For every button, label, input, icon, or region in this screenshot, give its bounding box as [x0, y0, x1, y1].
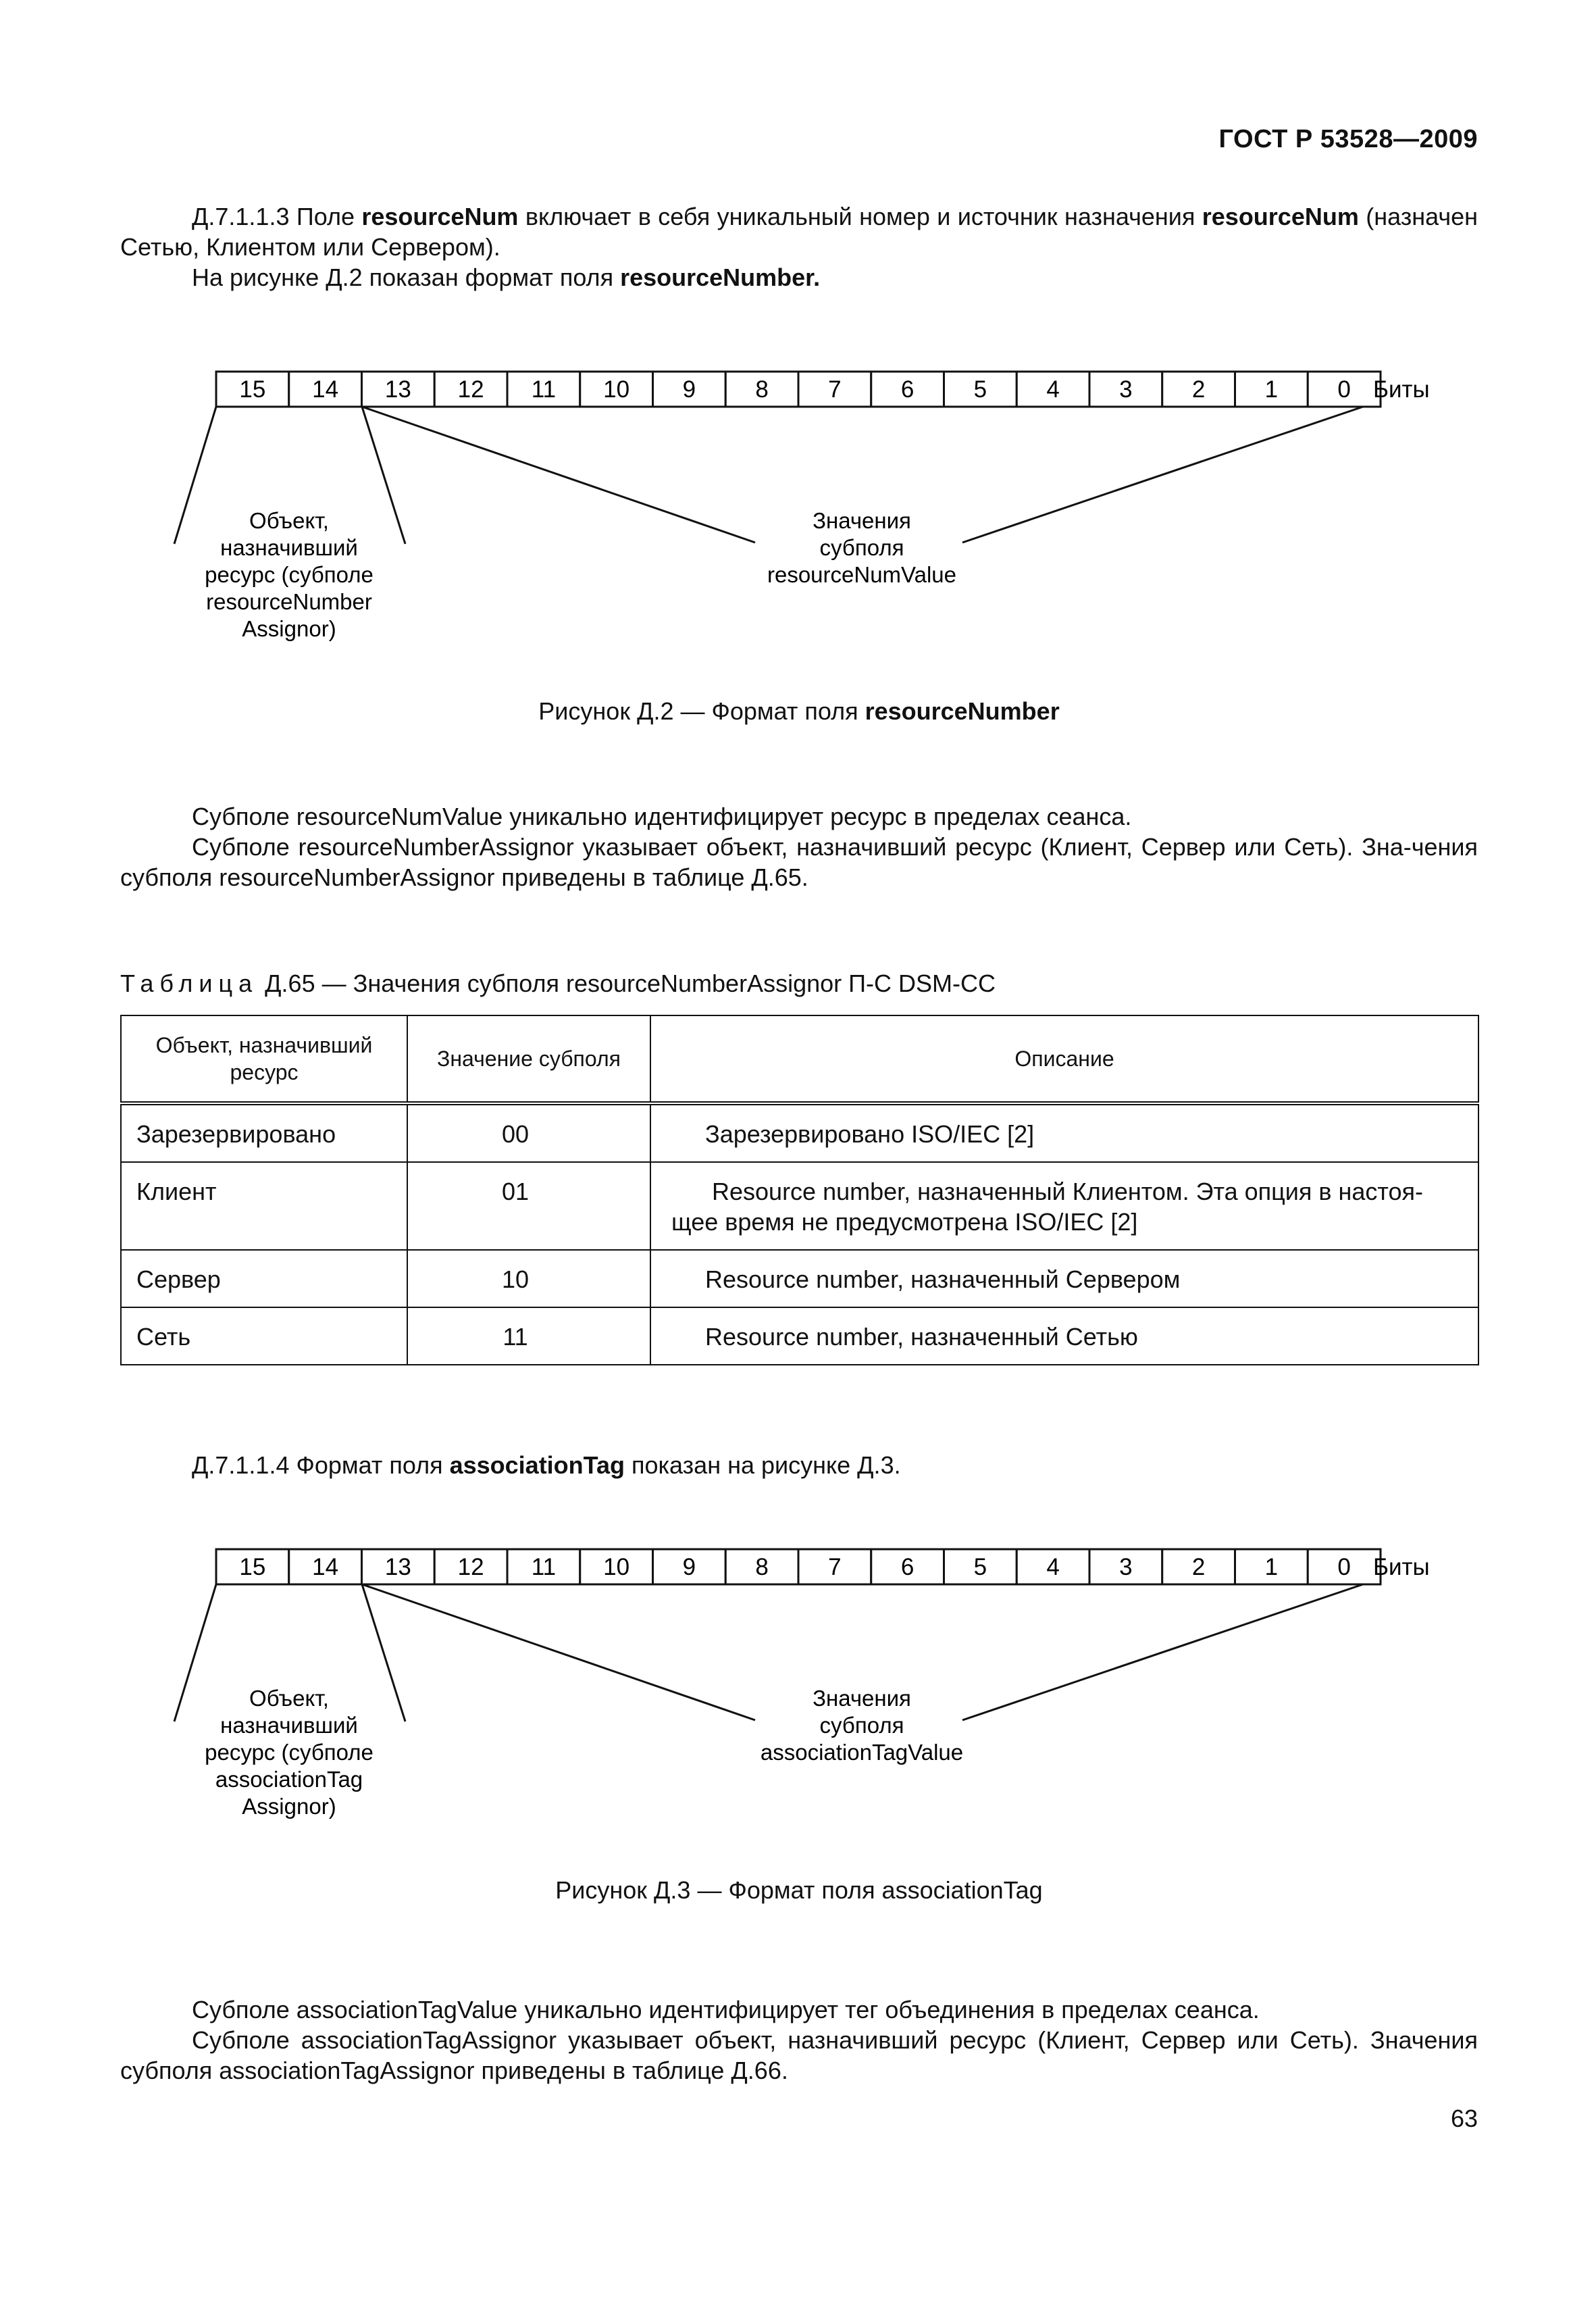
bit-number-label: 10: [603, 1554, 630, 1580]
bit-number-label: 9: [682, 1554, 696, 1580]
bit-number-label: 3: [1119, 1554, 1133, 1580]
assignor-subfield-label: ресурс (субполе: [205, 562, 374, 587]
assignor-subfield-label: ресурс (субполе: [205, 1740, 374, 1765]
cell-object: Клиент: [121, 1162, 407, 1250]
assignor-subfield-label: Assignor): [242, 1794, 336, 1819]
bit-number-label: 3: [1119, 376, 1133, 403]
bit-number-label: 10: [603, 376, 630, 403]
bit-number-label: 1: [1264, 376, 1279, 403]
cell-object: Сервер: [121, 1250, 407, 1307]
bit-number-label: 12: [457, 376, 484, 403]
bit-number-label: 6: [900, 376, 915, 403]
assignor-subfield-label: associationTag: [215, 1767, 363, 1792]
bit-number-label: 14: [312, 1554, 339, 1580]
bit-number-label: 1: [1264, 1554, 1279, 1580]
cell-object: Зарезервировано: [121, 1103, 407, 1162]
table-d65: [120, 1015, 1479, 1365]
cell-object: Сеть: [121, 1307, 407, 1365]
bit-number-label: 6: [900, 1554, 915, 1580]
table-d65-title: Таблица Д.65 — Значения субполя resourceNumberAssignor П-С DSM-CC: [120, 970, 996, 997]
column-header-object: Объект, назначивший ресурс: [121, 1015, 407, 1103]
assignor-subfield-label: Assignor): [242, 616, 336, 641]
bit-number-label: 15: [239, 376, 266, 403]
paragraph-resourcenum: Д.7.1.1.3 Поле resourceNum включает в себя уникальный номер и источник назначения resourceNum (назначен Сетью, Клиентом или Сервером).: [120, 203, 1478, 261]
bit-number-label: 0: [1337, 1554, 1351, 1580]
cell-value: 00: [407, 1103, 650, 1162]
bits-unit-label: Биты: [1373, 376, 1430, 403]
bit-number-label: 0: [1337, 376, 1351, 403]
table-row: [121, 1103, 1478, 1162]
bit-number-label: 13: [384, 1554, 411, 1580]
value-subfield-label: Значения: [813, 1686, 911, 1711]
bit-number-label: 7: [828, 1554, 842, 1580]
bit-number-label: 4: [1046, 376, 1060, 403]
bit-number-label: 5: [973, 1554, 987, 1580]
value-subfield-label: субполя: [819, 1713, 904, 1738]
value-subfield-label: associationTagValue: [760, 1740, 964, 1765]
paragraph-associationtagassignor: Субполе associationTagAssignor указывает объект, назначивший ресурс (Клиент, Сервер или Сеть). Значения субполя associationTagAssignor приведены в таблице Д.66.: [120, 2026, 1478, 2084]
bits-unit-label: Биты: [1373, 1554, 1430, 1580]
page-number: 63: [1450, 2105, 1478, 2132]
bit-format-diagram-associationtag: [0, 1542, 1596, 1840]
figure-d2-caption: Рисунок Д.2 — Формат поля resourceNumber: [538, 697, 1060, 725]
bit-number-label: 2: [1191, 1554, 1206, 1580]
bit-number-label: 11: [531, 376, 557, 403]
cell-description: Resource number, назначенный Клиентом. Эта опция в настоя-щее время не предусмотрена ISO/IEC [2]: [650, 1162, 1478, 1250]
paragraph-resourcenumvalue: Субполе resourceNumValue уникально идентифицирует ресурс в пределах сеанса.: [192, 803, 1132, 830]
paragraph-associationtagvalue: Субполе associationTagValue уникально идентифицирует тег объединения в пределах сеанса.: [192, 1996, 1260, 2023]
cell-value: 11: [407, 1307, 650, 1365]
assignor-subfield-label: назначивший: [220, 535, 358, 560]
bit-number-label: 15: [239, 1554, 266, 1580]
bit-number-label: 14: [312, 376, 339, 403]
assignor-subfield-label: Объект,: [249, 508, 329, 533]
cell-description: Resource number, назначенный Сетью: [650, 1307, 1478, 1365]
table-header-row: [121, 1015, 1478, 1103]
table-row: [121, 1307, 1478, 1365]
table-row: [121, 1162, 1478, 1250]
bit-number-label: 11: [531, 1554, 557, 1580]
cell-description: Resource number, назначенный Сервером: [650, 1250, 1478, 1307]
standard-code-header: ГОСТ Р 53528—2009: [1218, 125, 1478, 153]
cell-value: 10: [407, 1250, 650, 1307]
cell-description: Зарезервировано ISO/IEC [2]: [650, 1103, 1478, 1162]
bit-number-label: 8: [755, 376, 769, 403]
paragraph-associationtag: Д.7.1.1.4 Формат поля associationTag показан на рисунке Д.3.: [192, 1451, 901, 1479]
paragraph-figure-ref: На рисунке Д.2 показан формат поля resourceNumber.: [192, 263, 821, 291]
bit-number-label: 4: [1046, 1554, 1060, 1580]
bit-number-label: 13: [384, 376, 411, 403]
assignor-subfield-label: назначивший: [220, 1713, 358, 1738]
value-subfield-label: Значения: [813, 508, 911, 533]
assignor-subfield-label: Объект,: [249, 1686, 329, 1711]
bit-number-label: 7: [828, 376, 842, 403]
figure-d3-caption: Рисунок Д.3 — Формат поля associationTag: [555, 1876, 1043, 1904]
bit-number-label: 2: [1191, 376, 1206, 403]
assignor-subfield-label: resourceNumber: [206, 589, 372, 614]
column-header-value: Значение субполя: [407, 1015, 650, 1103]
column-header-description: Описание: [650, 1015, 1478, 1103]
bit-number-label: 8: [755, 1554, 769, 1580]
table-row: [121, 1250, 1478, 1307]
paragraph-resourcenumberassignor: Субполе resourceNumberAssignor указывает объект, назначивший ресурс (Клиент, Сервер или Сеть). Зна-чения субполя resourceNumberAssignor приведены в таблице Д.65.: [120, 833, 1478, 891]
value-subfield-label: субполя: [819, 535, 904, 560]
bit-number-label: 9: [682, 376, 696, 403]
value-subfield-label: resourceNumValue: [767, 562, 957, 587]
bit-format-diagram-resourcenumber: [0, 365, 1596, 662]
cell-value: 01: [407, 1162, 650, 1250]
bit-number-label: 12: [457, 1554, 484, 1580]
bit-number-label: 5: [973, 376, 987, 403]
